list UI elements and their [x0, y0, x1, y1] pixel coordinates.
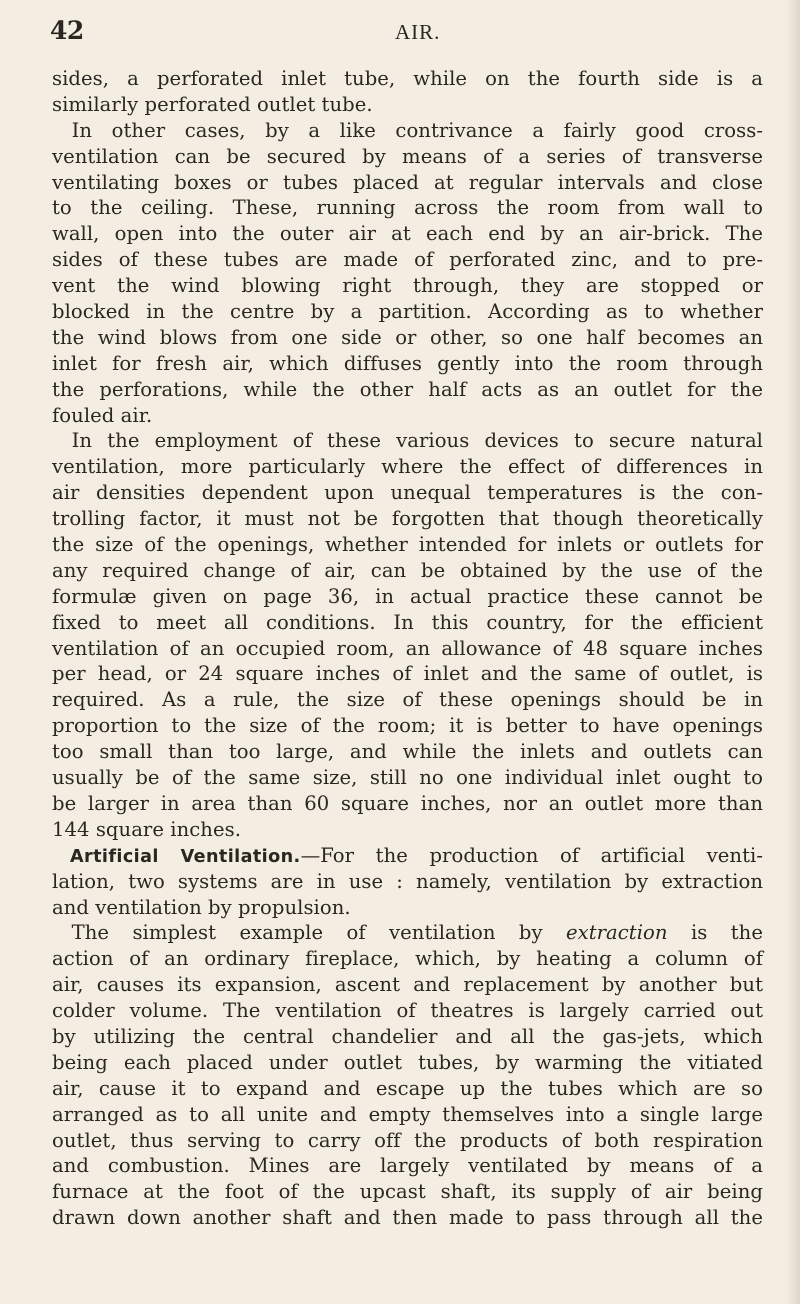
line-text: In the employment of these various devices to secure natural	[52, 429, 763, 453]
line-text: the wind blows from one side or other, so one half becomes an	[52, 325, 763, 349]
text-line	[52, 221, 763, 247]
text-line	[52, 506, 763, 532]
text-line	[52, 713, 763, 739]
text-line	[52, 66, 763, 92]
text-line	[52, 610, 763, 636]
line-text: air densities dependent upon unequal temperatures is the con-	[52, 481, 763, 505]
text-line	[52, 869, 763, 895]
text-line	[52, 895, 763, 921]
line-text: to the ceiling. These, running across the room from wall to	[52, 196, 763, 220]
text-line	[52, 998, 763, 1024]
section-heading: Artificial Ventilation.	[52, 846, 301, 867]
text-line	[52, 325, 763, 351]
text-line	[52, 1205, 763, 1231]
page-number: 42	[50, 16, 84, 45]
text-line	[52, 687, 763, 713]
line-text: furnace at the foot of the upcast shaft, its supply of air being	[52, 1180, 763, 1204]
text-line	[52, 817, 763, 843]
line-text: sides of these tubes are made of perforated zinc, and to pre-	[52, 248, 763, 272]
line-text: wall, open into the outer air at each end by an air-brick. The	[52, 222, 763, 246]
line-text: The simplest example of ventilation by	[52, 921, 566, 945]
text-line	[52, 351, 763, 377]
line-text: usually be of the same size, still no one individual inlet ought to	[52, 766, 763, 790]
text-line	[52, 92, 763, 118]
line-text: colder volume. The ventilation of theatres is largely carried out	[52, 999, 763, 1023]
text-line	[52, 480, 763, 506]
running-title: AIR.	[395, 20, 441, 44]
text-line	[52, 1102, 763, 1128]
line-text: lation, two systems are in use : namely, ventilation by extraction	[52, 869, 763, 893]
line-text: and ventilation by propulsion.	[52, 895, 351, 919]
text-line	[52, 765, 763, 791]
line-text: trolling factor, it must not be forgotten that though theoretically	[52, 507, 763, 531]
text-line	[52, 584, 763, 610]
line-text: similarly perforated outlet tube.	[52, 92, 373, 116]
line-text: outlet, thus serving to carry off the products of both respiration	[52, 1128, 763, 1152]
line-text: 144 square inches.	[52, 817, 241, 841]
text-line	[52, 195, 763, 221]
line-text: action of an ordinary fireplace, which, by heating a column of	[52, 947, 763, 971]
text-line	[52, 920, 763, 946]
page-edge-shadow	[786, 0, 800, 1304]
line-text: sides, a perforated inlet tube, while on the fourth side is a	[52, 67, 763, 90]
body-text	[52, 66, 763, 1231]
text-line	[52, 454, 763, 480]
text-line	[52, 428, 763, 454]
text-line	[52, 1179, 763, 1205]
text-line	[52, 247, 763, 273]
text-line	[52, 403, 763, 429]
line-text: inlet for fresh air, which diffuses gently into the room through	[52, 351, 763, 375]
line-text: ventilation, more particularly where the effect of differences in	[52, 455, 763, 479]
line-text: air, causes its expansion, ascent and replacement by another but	[52, 973, 763, 997]
line-text: any required change of air, can be obtained by the use of the	[52, 558, 763, 582]
text-line	[52, 946, 763, 972]
line-text: being each placed under outlet tubes, by warming the vitiated	[52, 1050, 763, 1074]
line-text-tail: is the	[667, 921, 763, 945]
text-line	[52, 299, 763, 325]
emphasized-term: extraction	[565, 921, 668, 945]
line-text: and combustion. Mines are largely ventilated by means of a	[52, 1154, 763, 1178]
line-text: ventilation can be secured by means of a series of transverse	[52, 144, 763, 168]
line-text: vent the wind blowing right through, they are stopped or	[52, 274, 763, 298]
line-text: proportion to the size of the room; it is better to have openings	[52, 714, 763, 738]
text-line	[52, 791, 763, 817]
text-line	[52, 273, 763, 299]
text-line	[52, 558, 763, 584]
line-text: too small than too large, and while the inlets and outlets can	[52, 740, 763, 764]
text-line	[52, 170, 763, 196]
text-line	[52, 1153, 763, 1179]
text-line	[52, 1076, 763, 1102]
page-header	[50, 16, 770, 56]
line-text: be larger in area than 60 square inches, nor an outlet more than	[52, 791, 763, 815]
text-line	[52, 972, 763, 998]
text-line	[52, 661, 763, 687]
line-text: formulæ given on page 36, in actual practice these cannot be	[52, 584, 763, 608]
line-text: fouled air.	[52, 403, 153, 427]
text-line	[52, 636, 763, 662]
text-line	[52, 377, 763, 403]
line-text: In other cases, by a like contrivance a fairly good cross-	[52, 118, 763, 142]
text-line	[52, 118, 763, 144]
line-text: air, cause it to expand and escape up the tubes which are so	[52, 1076, 763, 1100]
line-text: required. As a rule, the size of these openings should be in	[52, 688, 763, 712]
line-text: arranged as to all unite and empty themselves into a single large	[52, 1102, 763, 1126]
line-text: fixed to meet all conditions. In this country, for the efficient	[52, 610, 763, 634]
line-text: —For the production of artificial venti-	[300, 843, 763, 867]
line-text: ventilating boxes or tubes placed at regular intervals and close	[52, 170, 763, 194]
line-text: per head, or 24 square inches of inlet and the same of outlet, is	[52, 662, 763, 686]
text-line	[52, 843, 763, 869]
line-text: the size of the openings, whether intended for inlets or outlets for	[52, 533, 763, 557]
text-line	[52, 532, 763, 558]
line-text: blocked in the centre by a partition. According as to whether	[52, 300, 763, 324]
text-line	[52, 1128, 763, 1154]
line-text: ventilation of an occupied room, an allowance of 48 square inches	[52, 636, 763, 660]
text-line	[52, 739, 763, 765]
text-line	[52, 1050, 763, 1076]
text-line	[52, 1024, 763, 1050]
line-text: by utilizing the central chandelier and all the gas-jets, which	[52, 1024, 763, 1048]
line-text: drawn down another shaft and then made to pass through all the	[52, 1206, 763, 1230]
text-line	[52, 144, 763, 170]
line-text: the perforations, while the other half acts as an outlet for the	[52, 377, 763, 401]
